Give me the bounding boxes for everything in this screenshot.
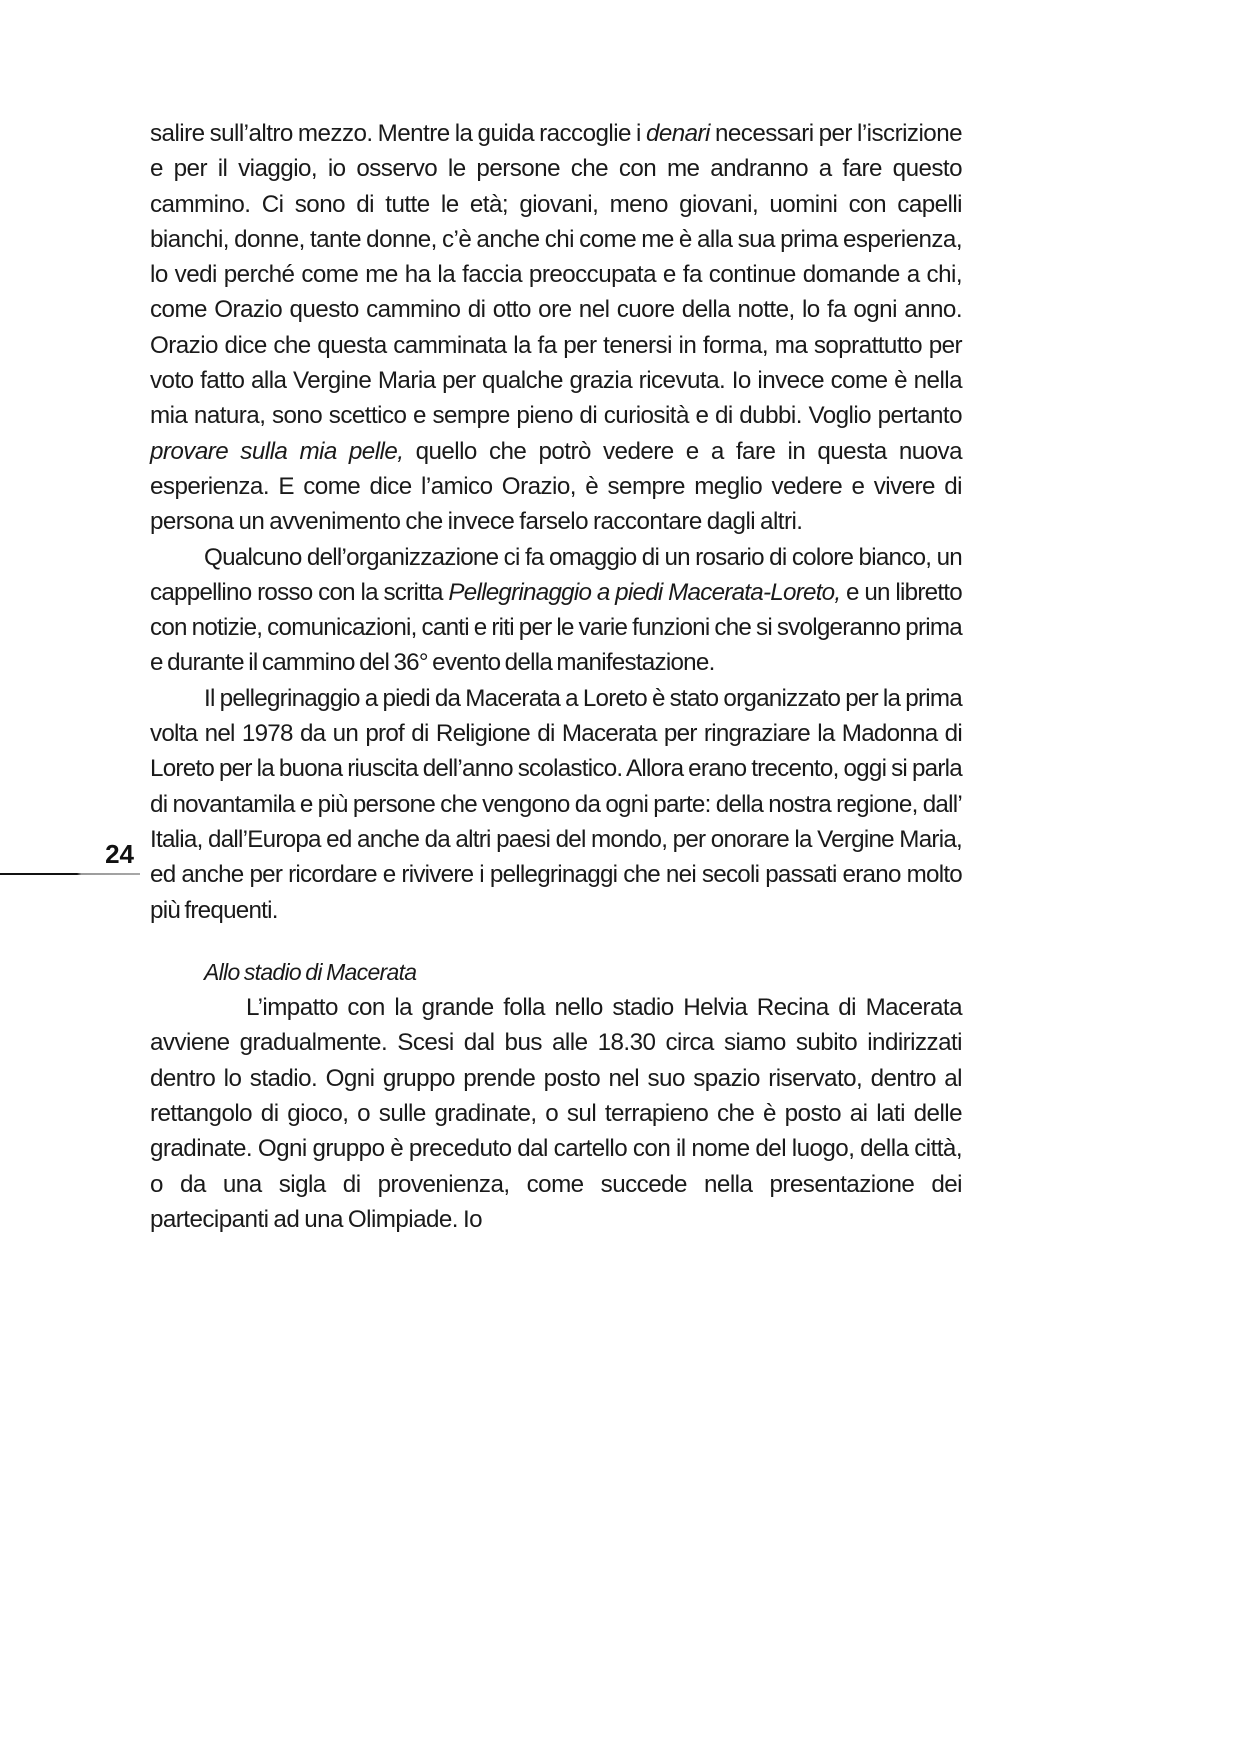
paragraph-1 — [150, 116, 962, 540]
paragraph-3 — [150, 681, 962, 928]
para-2-run-1: Qualcuno dell’organizzazione ci fa omaggio di un rosario di colore bianco, un cappellino rosso con la scritta — [150, 543, 962, 606]
page-number: 24 — [105, 839, 134, 869]
para-1-run-4-italic: provare sulla mia pelle, — [150, 437, 404, 465]
para-2-run-3: e un libretto con notizie, comunicazioni, canti e riti per le varie funzioni che si svolgeranno prima e durante il cammino del 36° evento della manifestazione. — [150, 578, 962, 677]
para-1-run-5: quello che potrò vedere e a fare in questa nuova esperienza. E come dice l’amico Orazio, è sempre meglio vedere e vivere di persona un avvenimento che invece farselo raccontare dagli altri. — [150, 437, 962, 536]
text-column — [150, 116, 962, 1237]
para-1-run-1: salire sull’altro mezzo. Mentre la guida raccoglie i — [150, 120, 646, 147]
folio-block — [0, 838, 140, 875]
para-1-run-2-italic: denari — [645, 120, 710, 147]
para-2-run-2-italic: Pellegrinaggio a piedi Macerata-Loreto, — [448, 578, 841, 606]
para-4-run-1: L’impatto con la grande folla nello stadio Helvia Recina di Macerata avviene gradualmente. Scesi dal bus alle 18.30 circa siamo subito indirizzati dentro lo stadio. Ogni gruppo prende posto nel suo spazio riservato, dentro al rettangolo di gioco, o sulle gradinate, o sul terrapieno che è posto ai lati delle gradinate. Ogni gruppo è preceduto dal cartello con il nome del luogo, della città, o da una sigla di provenienza, come succede nella presentazione dei partecipanti ad una Olimpiade. Io — [150, 994, 962, 1233]
para-1-run-3: necessari per l’iscrizione e per il viaggio, io osservo le persone che con me andranno a fare questo cammino. Ci sono di tutte le età; giovani, meno giovani, uomini con capelli bianchi, donne, tante donne, c’è anche chi come me è alla sua prima esperienza, lo vedi perché come me ha la faccia preoccupata e fa continue domande a chi, come Orazio questo cammino di otto ore nel cuore della notte, lo fa ogni anno. Orazio dice che questa camminata la fa per tenersi in forma, ma soprattutto per voto fatto alla Vergine Maria per qualche grazia ricevuta. Io invece come è nella mia natura, sono scettico e sempre pieno di curiosità e di dubbi. Voglio pertanto — [150, 120, 962, 430]
paragraph-4 — [150, 990, 962, 1237]
para-3-run-1: Il pellegrinaggio a piedi da Macerata a Loreto è stato organizzato per la prima volta nel 1978 da un prof di Religione di Macerata per ringraziare la Madonna di Loreto per la buona riuscita dell’anno scolastico. Allora erano trecento, oggi si parla di novantamila e più persone che vengono da ogni parte: della nostra regione, dall’ Italia, dall’Europa ed anche da altri paesi del mondo, per onorare la Vergine Maria, ed anche per ricordare e rivivere i pellegrinaggi che nei secoli passati erano molto più frequenti. — [150, 684, 962, 924]
folio-rule — [0, 873, 140, 875]
section-heading-allo-stadio-di-macerata: Allo stadio di Macerata — [204, 958, 417, 985]
paragraph-2 — [150, 540, 962, 681]
